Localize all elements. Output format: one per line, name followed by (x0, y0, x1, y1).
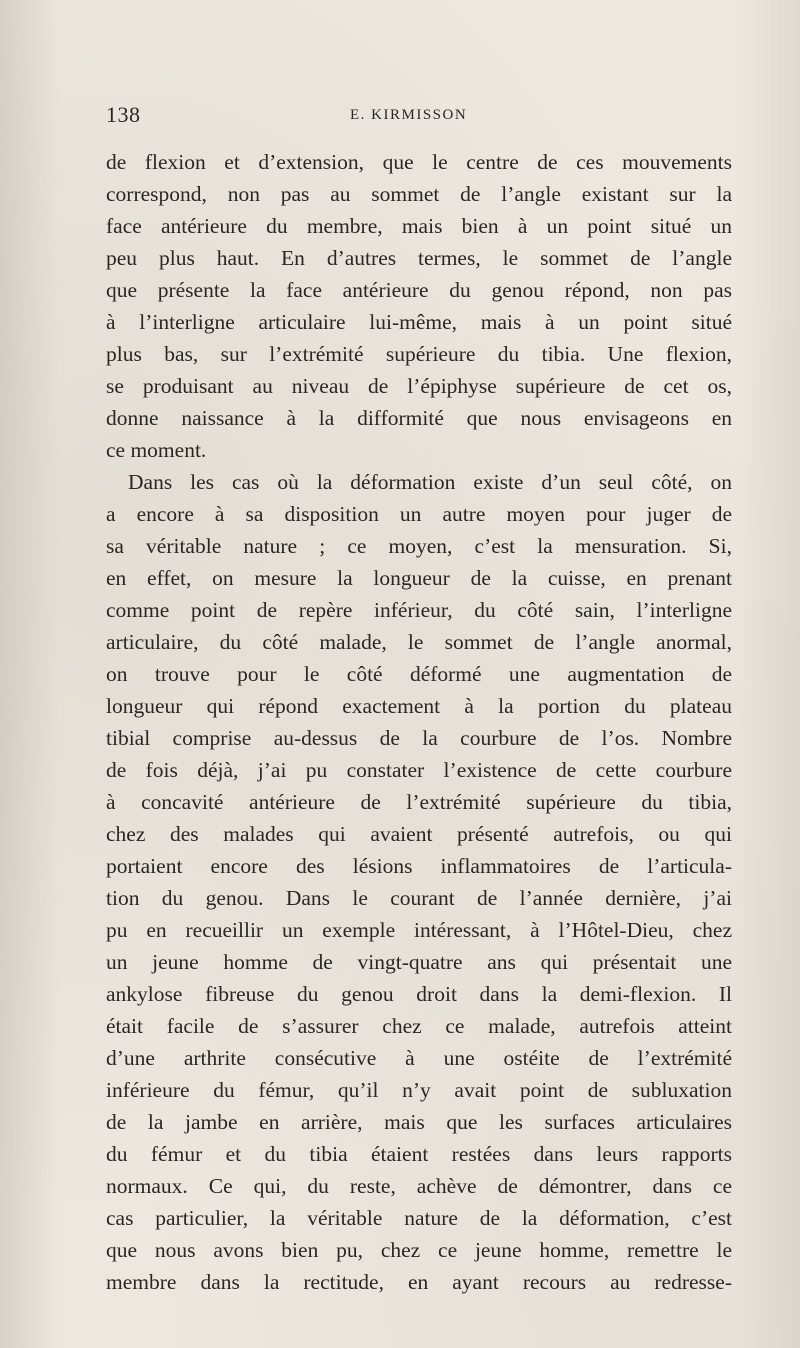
text-line: de la jambe en arrière, mais que les surfaces articulaires (106, 1110, 732, 1134)
text-line: inférieure du fémur, qu’il n’y avait point de subluxation (106, 1078, 732, 1102)
text-line: plus bas, sur l’extrémité supérieure du tibia. Une flexion, (106, 342, 732, 366)
text-line: ankylose fibreuse du genou droit dans la demi-flexion. Il (106, 982, 732, 1006)
text-line: était facile de s’assurer chez ce malade, autrefois atteint (106, 1014, 732, 1038)
text-line: que nous avons bien pu, chez ce jeune homme, remettre le (106, 1238, 732, 1262)
body-text (106, 146, 732, 1298)
text-line: tibial comprise au-dessus de la courbure de l’os. Nombre (106, 726, 732, 750)
text-line: tion du genou. Dans le courant de l’année dernière, j’ai (106, 886, 732, 910)
text-line: on trouve pour le côté déformé une augmentation de (106, 662, 732, 686)
text-line: un jeune homme de vingt-quatre ans qui présentait une (106, 950, 732, 974)
text-line: à l’interligne articulaire lui-même, mais à un point situé (106, 310, 732, 334)
text-line: portaient encore des lésions inflammatoires de l’articula- (106, 854, 732, 878)
text-line: que présente la face antérieure du genou répond, non pas (106, 278, 732, 302)
text-line: pu en recueillir un exemple intéressant, à l’Hôtel-Dieu, chez (106, 918, 732, 942)
text-line: normaux. Ce qui, du reste, achève de démontrer, dans ce (106, 1174, 732, 1198)
text-line: membre dans la rectitude, en ayant recours au redresse- (106, 1270, 732, 1294)
text-line: comme point de repère inférieur, du côté sain, l’interligne (106, 598, 732, 622)
page-header (106, 102, 732, 132)
text-line: de fois déjà, j’ai pu constater l’existence de cette courbure (106, 758, 732, 782)
text-line: correspond, non pas au sommet de l’angle existant sur la (106, 182, 732, 206)
text-line: ce moment. (106, 438, 207, 462)
paragraph-start-line: Dans les cas où la déformation existe d’un seul côté, on (128, 470, 732, 494)
text-line: a encore à sa disposition un autre moyen pour juger de (106, 502, 732, 526)
page-number: 138 (106, 102, 141, 127)
text-line: peu plus haut. En d’autres termes, le sommet de l’angle (106, 246, 732, 270)
text-line: du fémur et du tibia étaient restées dans leurs rapports (106, 1142, 732, 1166)
text-line: face antérieure du membre, mais bien à un point situé un (106, 214, 732, 238)
text-line: articulaire, du côté malade, le sommet de l’angle anormal, (106, 630, 732, 654)
text-line: chez des malades qui avaient présenté autrefois, ou qui (106, 822, 732, 846)
text-line: sa véritable nature ; ce moyen, c’est la mensuration. Si, (106, 534, 732, 558)
text-line: en effet, on mesure la longueur de la cuisse, en prenant (106, 566, 732, 590)
text-line: à concavité antérieure de l’extrémité supérieure du tibia, (106, 790, 732, 814)
text-line: donne naissance à la difformité que nous envisageons en (106, 406, 732, 430)
text-line: se produisant au niveau de l’épiphyse supérieure de cet os, (106, 374, 732, 398)
text-line: de flexion et d’extension, que le centre de ces mouvements (106, 150, 732, 174)
text-line: cas particulier, la véritable nature de la déformation, c’est (106, 1206, 732, 1230)
text-line: d’une arthrite consécutive à une ostéite de l’extrémité (106, 1046, 732, 1070)
running-head: E. KIRMISSON (350, 107, 468, 123)
text-line: longueur qui répond exactement à la portion du plateau (106, 694, 732, 718)
